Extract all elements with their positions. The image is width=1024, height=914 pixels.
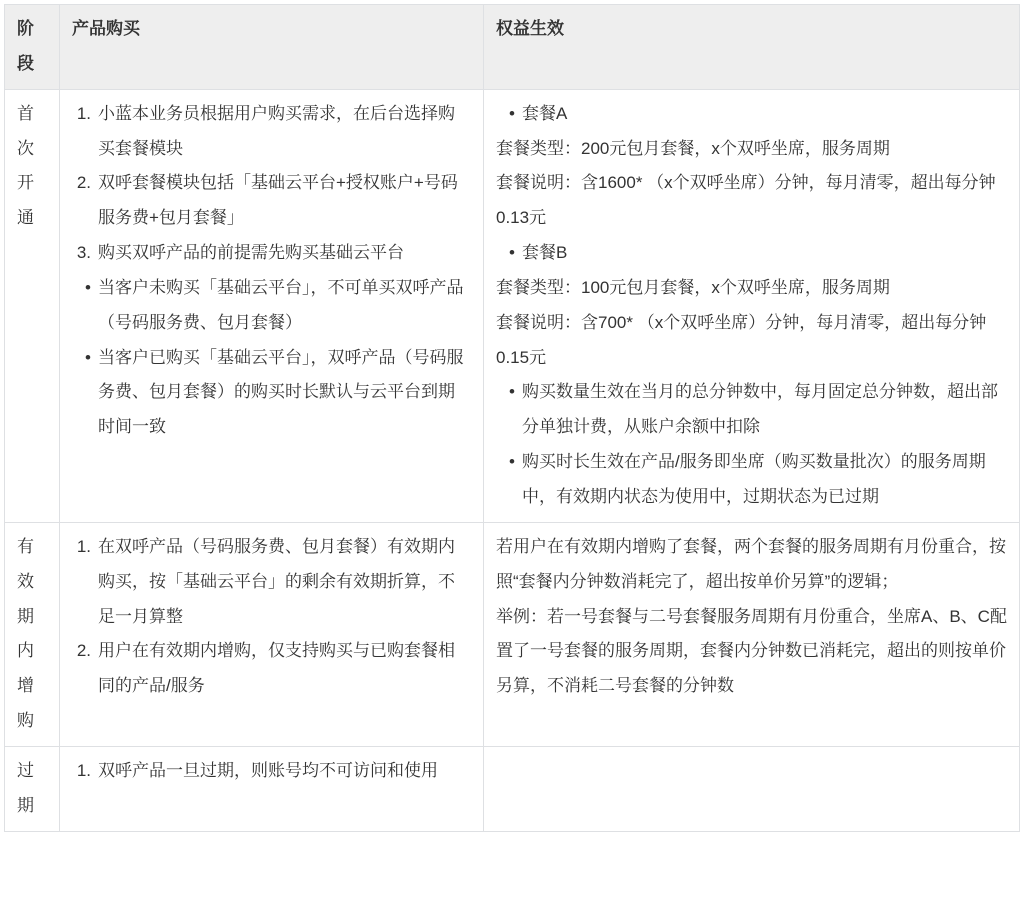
list-item [72, 166, 471, 236]
table-row-expired [5, 746, 1020, 831]
purchase-cell [60, 746, 484, 831]
bullet-icon: • [85, 277, 91, 297]
bullet-icon: • [509, 103, 515, 123]
bullet-item [496, 236, 1007, 271]
column-header-stage: 阶段 [5, 5, 60, 90]
list-text: 当客户未购买「基础云平台」，不可单买双呼产品（号码服务费、包月套餐） [98, 277, 464, 332]
effect-cell [484, 522, 1020, 746]
list-item [72, 530, 471, 635]
list-text: 双呼套餐模块包括「基础云平台+授权账户+号码服务费+包月套餐」 [98, 173, 458, 228]
paragraph: 若用户在有效期内增购了套餐，两个套餐的服务周期有月份重合，按照“套餐内分钟数消耗完了，超出按单价另算”的逻辑； [496, 536, 1006, 591]
list-text: 当客户已购买「基础云平台」，双呼产品（号码服务费、包月套餐）的购买时长默认与云平台到期时间一致 [98, 347, 464, 437]
list-marker: 1. [76, 103, 91, 123]
list-item [72, 634, 471, 704]
list-text: 购买时长生效在产品/服务即坐席（购买数量批次）的服务周期中，有效期内状态为使用中，过期状态为已过期 [522, 452, 986, 506]
list-text: 套餐A [522, 103, 568, 123]
list-item [72, 236, 471, 271]
stage-cell: 过期 [5, 746, 60, 831]
stage-cell: 有效期内增购 [5, 522, 60, 746]
product-stage-table [4, 4, 1020, 832]
bullet-item [72, 271, 471, 341]
list-marker: 3. [76, 243, 91, 263]
list-marker: 2. [76, 641, 91, 661]
table-row-renewal-purchase [5, 522, 1020, 746]
paragraph: 举例：若一号套餐与二号套餐服务周期有月份重合，坐席A、B、C配置了一号套餐的服务周期，套餐内分钟数已消耗完，超出的则按单价另算，不消耗二号套餐的分钟数 [496, 606, 1007, 696]
paragraph: 套餐类型：200元包月套餐，x个双呼坐席，服务周期 [496, 138, 890, 158]
list-text: 购买数量生效在当月的总分钟数中，每月固定总分钟数，超出部分单独计费，从账户余额中扣除 [522, 382, 998, 437]
list-marker: 1. [76, 536, 91, 556]
list-text: 双呼产品一旦过期，则账号均不可访问和使用 [98, 760, 438, 780]
bullet-item [72, 341, 471, 446]
list-text: 在双呼产品（号码服务费、包月套餐）有效期内购买，按「基础云平台」的剩余有效期折算，不足一月算整 [98, 536, 455, 626]
bullet-item [496, 445, 1007, 515]
list-item [72, 754, 471, 789]
column-header-effect: 权益生效 [484, 5, 1020, 90]
list-marker: 2. [76, 173, 91, 193]
purchase-cell [60, 89, 484, 522]
purchase-cell [60, 522, 484, 746]
bullet-icon: • [509, 382, 515, 402]
paragraph: 套餐说明：含1600* （x个双呼坐席）分钟，每月清零，超出每分钟0.13元 [496, 173, 996, 228]
effect-cell-empty [484, 746, 1020, 831]
list-text: 购买双呼产品的前提需先购买基础云平台 [98, 243, 404, 263]
bullet-icon: • [509, 452, 515, 472]
list-text: 小蓝本业务员根据用户购买需求，在后台选择购买套餐模块 [98, 103, 455, 158]
bullet-item [496, 97, 1007, 132]
effect-cell [484, 89, 1020, 522]
list-text: 套餐B [522, 243, 568, 263]
paragraph: 套餐说明：含700* （x个双呼坐席）分钟，每月清零，超出每分钟0.15元 [496, 312, 987, 367]
table-row-first-activation [5, 89, 1020, 522]
list-marker: 1. [76, 760, 91, 780]
column-header-purchase: 产品购买 [60, 5, 484, 90]
header-row [5, 5, 1020, 90]
list-item [72, 97, 471, 167]
paragraph: 套餐类型：100元包月套餐，x个双呼坐席，服务周期 [496, 277, 890, 297]
bullet-icon: • [509, 243, 515, 263]
table-header [5, 5, 1020, 90]
bullet-item [496, 375, 1007, 445]
bullet-icon: • [85, 347, 91, 367]
stage-cell: 首次开通 [5, 89, 60, 522]
list-text: 用户在有效期内增购，仅支持购买与已购套餐相同的产品/服务 [98, 641, 455, 696]
